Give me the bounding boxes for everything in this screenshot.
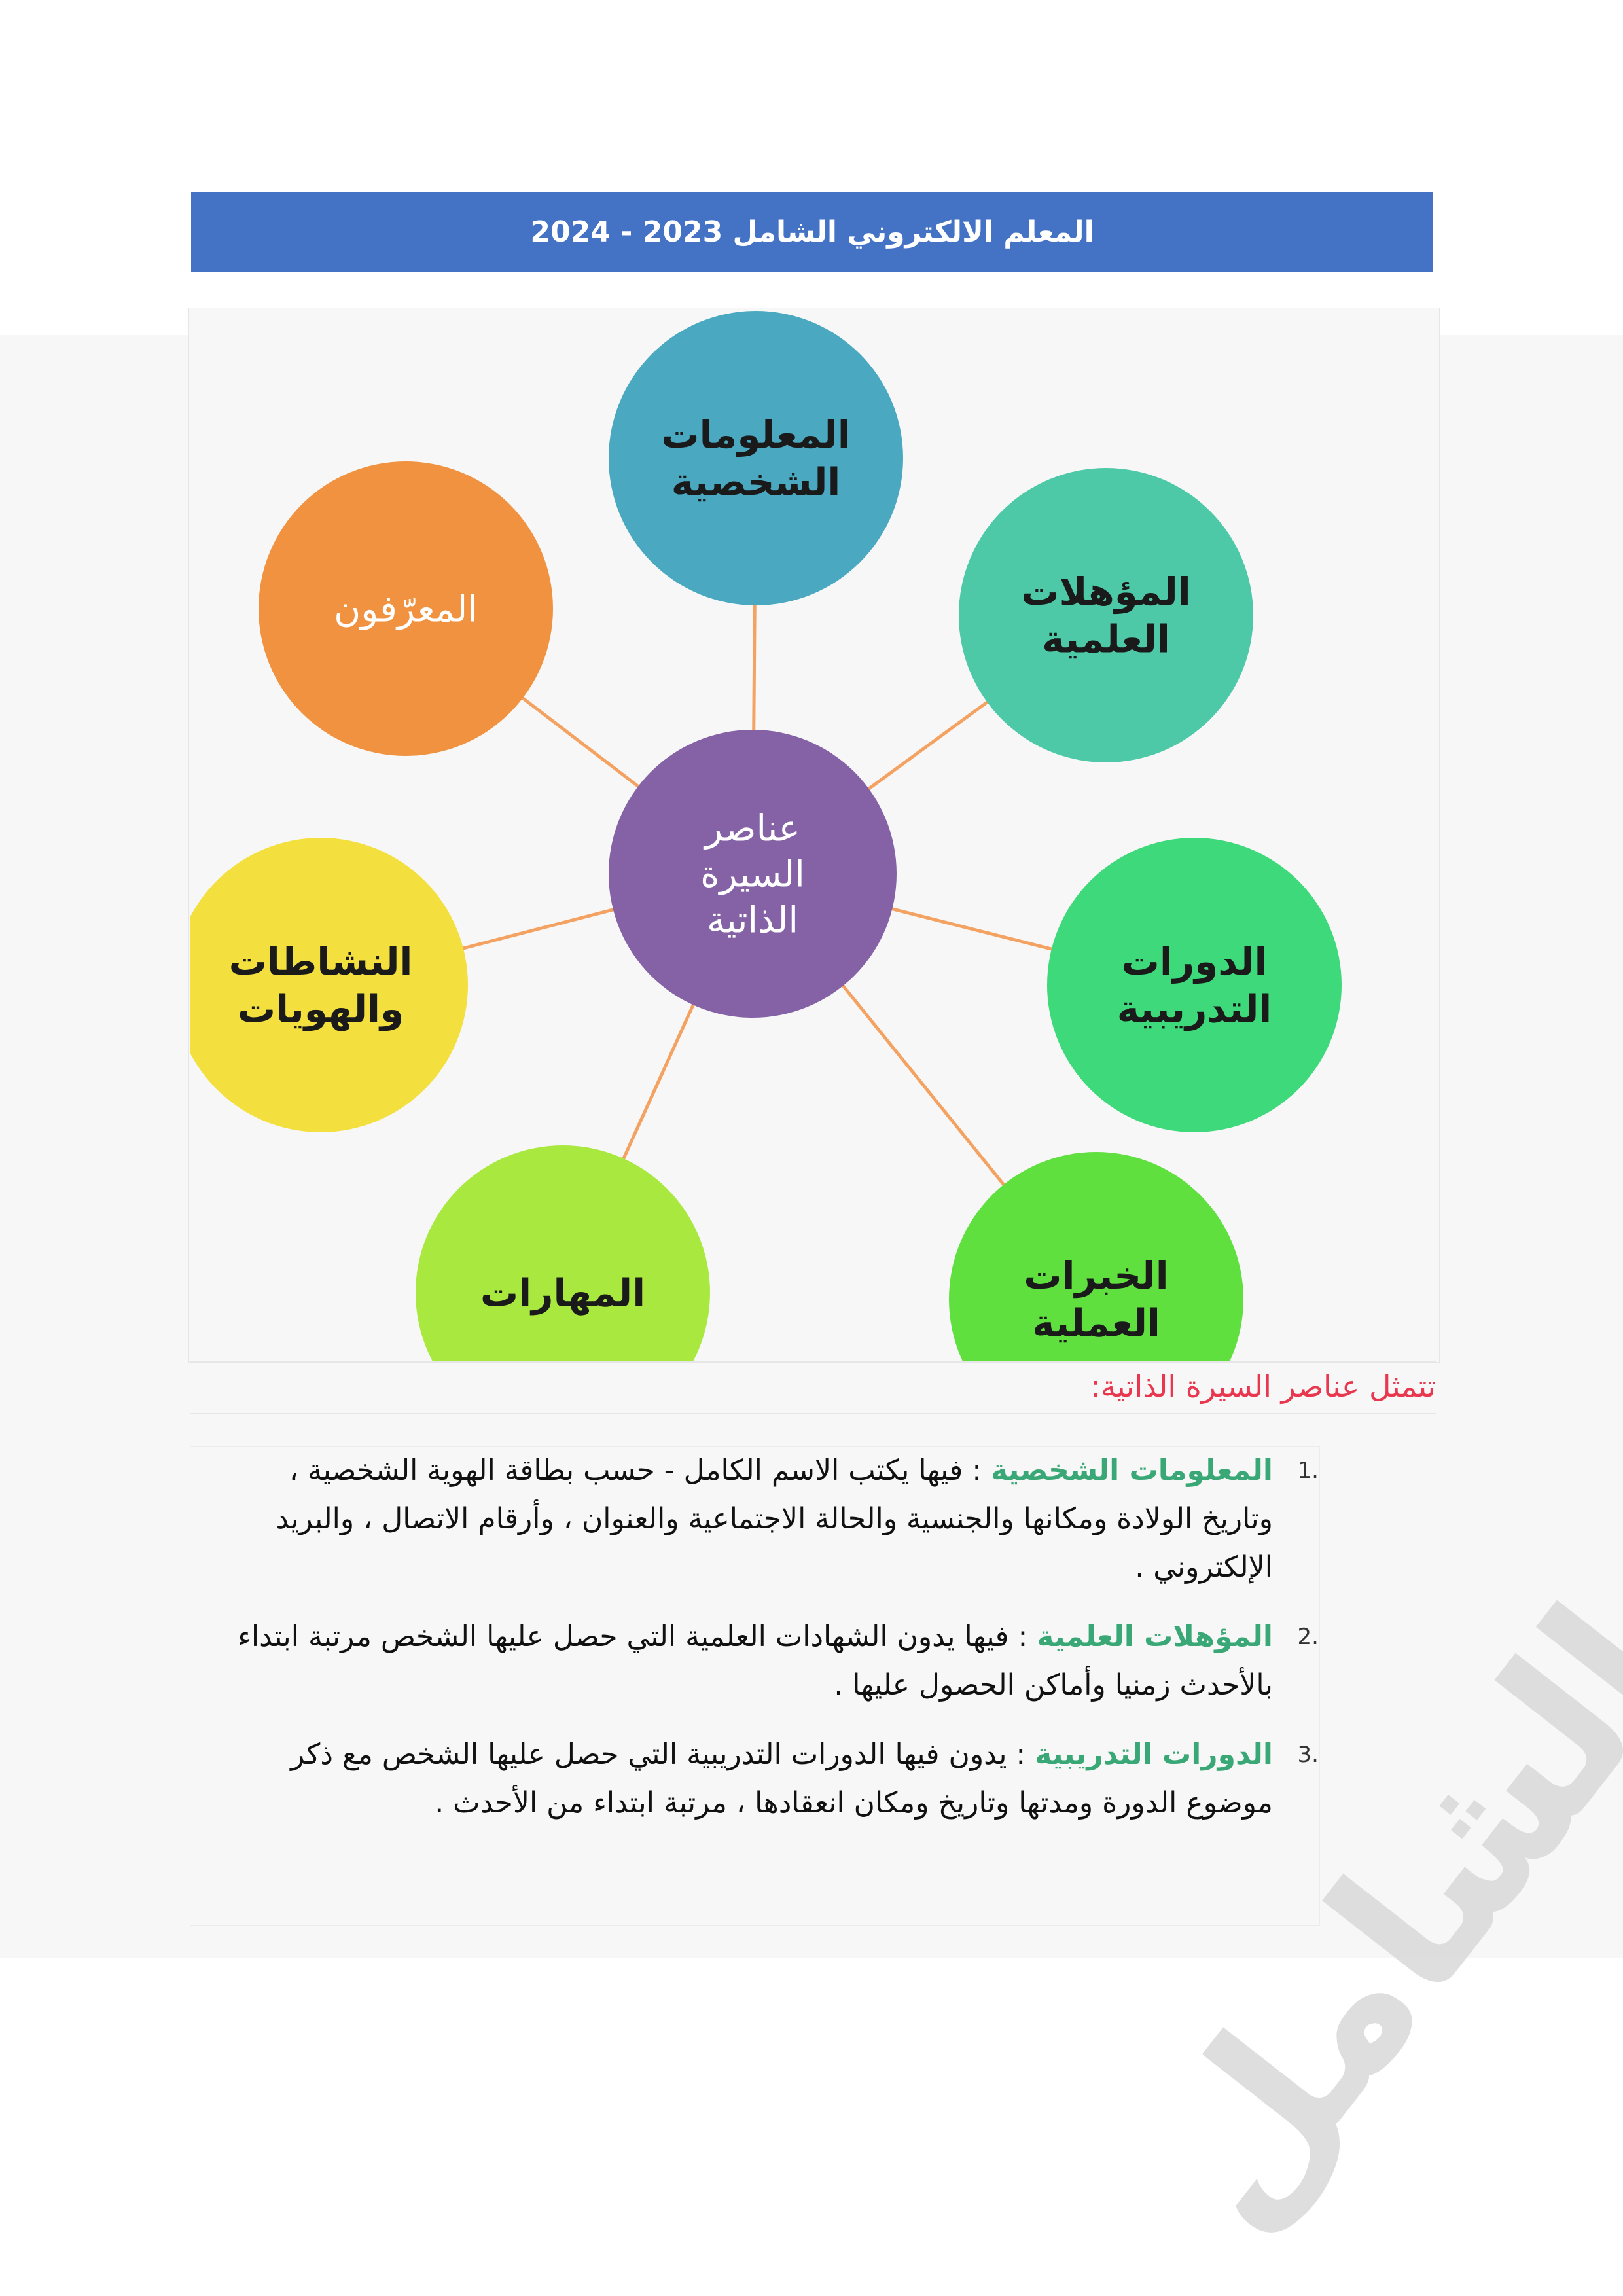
- node-label: التدريبية: [1116, 986, 1272, 1031]
- node-label: الذاتية: [706, 899, 799, 942]
- node-label: العملية: [1032, 1300, 1160, 1346]
- diagram-node-5: [416, 1145, 710, 1361]
- node-label: الدورات: [1121, 939, 1268, 984]
- node-label: الخبرات: [1024, 1253, 1169, 1299]
- node-label: الشخصية: [671, 459, 841, 505]
- node-label: عناصر: [705, 807, 800, 850]
- list-caption: تتمثل عناصر السيرة الذاتية:: [190, 1361, 1436, 1414]
- node-label: المؤهلات: [1021, 569, 1191, 615]
- page-header-title: المعلم الالكتروني الشامل 2023 - 2024: [191, 192, 1433, 272]
- diagram-node-2: [959, 468, 1253, 762]
- node-label: المعلومات: [661, 412, 851, 457]
- list-item-number: 1.: [1297, 1458, 1319, 1484]
- node-circle: [609, 311, 903, 605]
- cv-elements-diagram: [190, 308, 1436, 1361]
- diagram-node-6: [190, 838, 468, 1132]
- diagram-node-7: [259, 461, 553, 756]
- list-item-personal-info: [190, 1446, 1319, 1592]
- list-item-text: : فيها يكتب الاسم الكامل - حسب بطاقة الهوية الشخصية ، وتاريخ الولادة ومكانها والجنسية والحالة الاجتماعية والعنوان ، وأرقام الاتصال ، والبريد الإلكتروني .: [276, 1454, 1273, 1584]
- watermark-text: الشامل: [1103, 1566, 1623, 2269]
- list-item-term: المؤهلات العلمية: [1037, 1620, 1273, 1653]
- node-label: العلمية: [1042, 617, 1170, 662]
- cv-elements-list: [190, 1446, 1319, 1848]
- diagram-node-3: [1047, 838, 1342, 1132]
- list-item-text: : فيها يدون الشهادات العلمية التي حصل عليها الشخص مرتبة ابتداء بالأحدث زمنيا وأماكن الحصول عليها .: [238, 1620, 1273, 1702]
- diagram-center-node: [609, 730, 897, 1018]
- diagram-node-4: [949, 1152, 1243, 1361]
- diagram-node-1: [609, 311, 903, 605]
- node-circle: [190, 838, 468, 1132]
- node-circle: [1047, 838, 1342, 1132]
- list-item-qualifications: [190, 1613, 1319, 1710]
- node-label: المهارات: [480, 1270, 646, 1316]
- list-item-number: 3.: [1297, 1742, 1319, 1768]
- node-circle: [959, 468, 1253, 762]
- list-item-training-courses: [190, 1731, 1319, 1827]
- node-label: والهويات: [237, 986, 404, 1031]
- node-label: المعرّفون: [334, 588, 478, 631]
- node-circle: [416, 1145, 710, 1361]
- diagram-nodes: [190, 311, 1342, 1361]
- list-item-term: المعلومات الشخصية: [991, 1454, 1273, 1487]
- list-item-term: الدورات التدريبية: [1035, 1738, 1273, 1771]
- node-label: النشاطات: [228, 939, 413, 984]
- node-label: السيرة: [700, 853, 805, 896]
- list-item-text: : يدون فيها الدورات التدريبية التي حصل عليها الشخص مع ذكر موضوع الدورة ومدتها وتاريخ ومكان انعقادها ، مرتبة ابتداء من الأحدث .: [291, 1738, 1273, 1820]
- list-item-number: 2.: [1297, 1624, 1319, 1650]
